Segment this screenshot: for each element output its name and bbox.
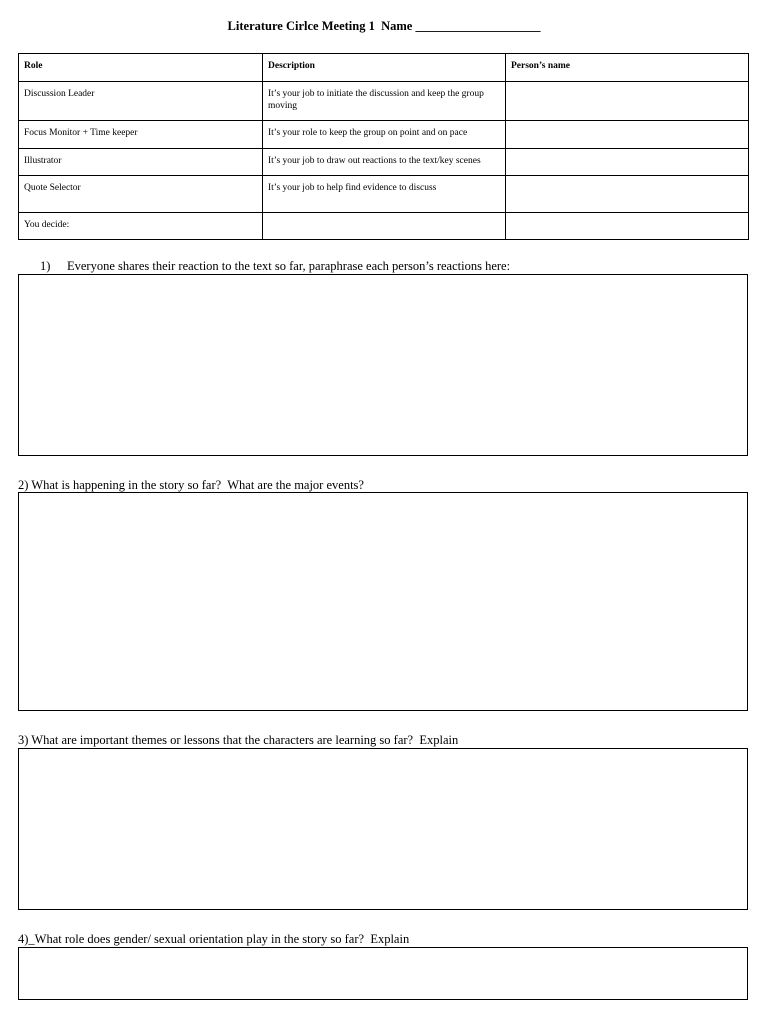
question-1-text: Everyone shares their reaction to the text so far, paraphrase each person’s reactions here: bbox=[67, 259, 511, 273]
answer-box-4[interactable] bbox=[18, 947, 748, 1000]
column-header-persons-name: Person’s name bbox=[506, 54, 749, 82]
question-4: 4)_What role does gender/ sexual orientation play in the story so far? Explain bbox=[18, 932, 410, 946]
table-row bbox=[19, 176, 749, 213]
question-1 bbox=[40, 259, 510, 273]
table-row bbox=[19, 121, 749, 149]
question-1-number: 1) bbox=[40, 259, 51, 273]
column-header-description: Description bbox=[263, 54, 506, 82]
role-cell: Focus Monitor + Time keeper bbox=[19, 121, 263, 149]
question-2: 2) What is happening in the story so far? What are the major events? bbox=[18, 478, 364, 492]
roles-table bbox=[18, 53, 749, 240]
table-header-row bbox=[19, 54, 749, 82]
description-cell: It’s your job to help find evidence to discuss bbox=[263, 176, 506, 213]
description-cell[interactable] bbox=[263, 213, 506, 240]
person-name-cell[interactable] bbox=[506, 149, 749, 176]
person-name-cell[interactable] bbox=[506, 176, 749, 213]
answer-box-2[interactable] bbox=[18, 492, 748, 711]
worksheet-title: Literature Cirlce Meeting 1 Name ____________________ bbox=[227, 19, 541, 33]
column-header-role: Role bbox=[19, 54, 263, 82]
description-cell: It’s your role to keep the group on point and on pace bbox=[263, 121, 506, 149]
person-name-cell[interactable] bbox=[506, 82, 749, 121]
answer-box-3[interactable] bbox=[18, 748, 748, 910]
question-3: 3) What are important themes or lessons that the characters are learning so far? Explain bbox=[18, 733, 459, 747]
description-cell: It’s your job to draw out reactions to the text/key scenes bbox=[263, 149, 506, 176]
table-row bbox=[19, 82, 749, 121]
role-cell: You decide: bbox=[19, 213, 263, 240]
answer-box-1[interactable] bbox=[18, 274, 748, 456]
table-row bbox=[19, 213, 749, 240]
description-cell: It’s your job to initiate the discussion and keep the group moving bbox=[263, 82, 506, 121]
role-cell: Illustrator bbox=[19, 149, 263, 176]
person-name-cell[interactable] bbox=[506, 213, 749, 240]
person-name-cell[interactable] bbox=[506, 121, 749, 149]
role-cell: Discussion Leader bbox=[19, 82, 263, 121]
table-row bbox=[19, 149, 749, 176]
role-cell: Quote Selector bbox=[19, 176, 263, 213]
